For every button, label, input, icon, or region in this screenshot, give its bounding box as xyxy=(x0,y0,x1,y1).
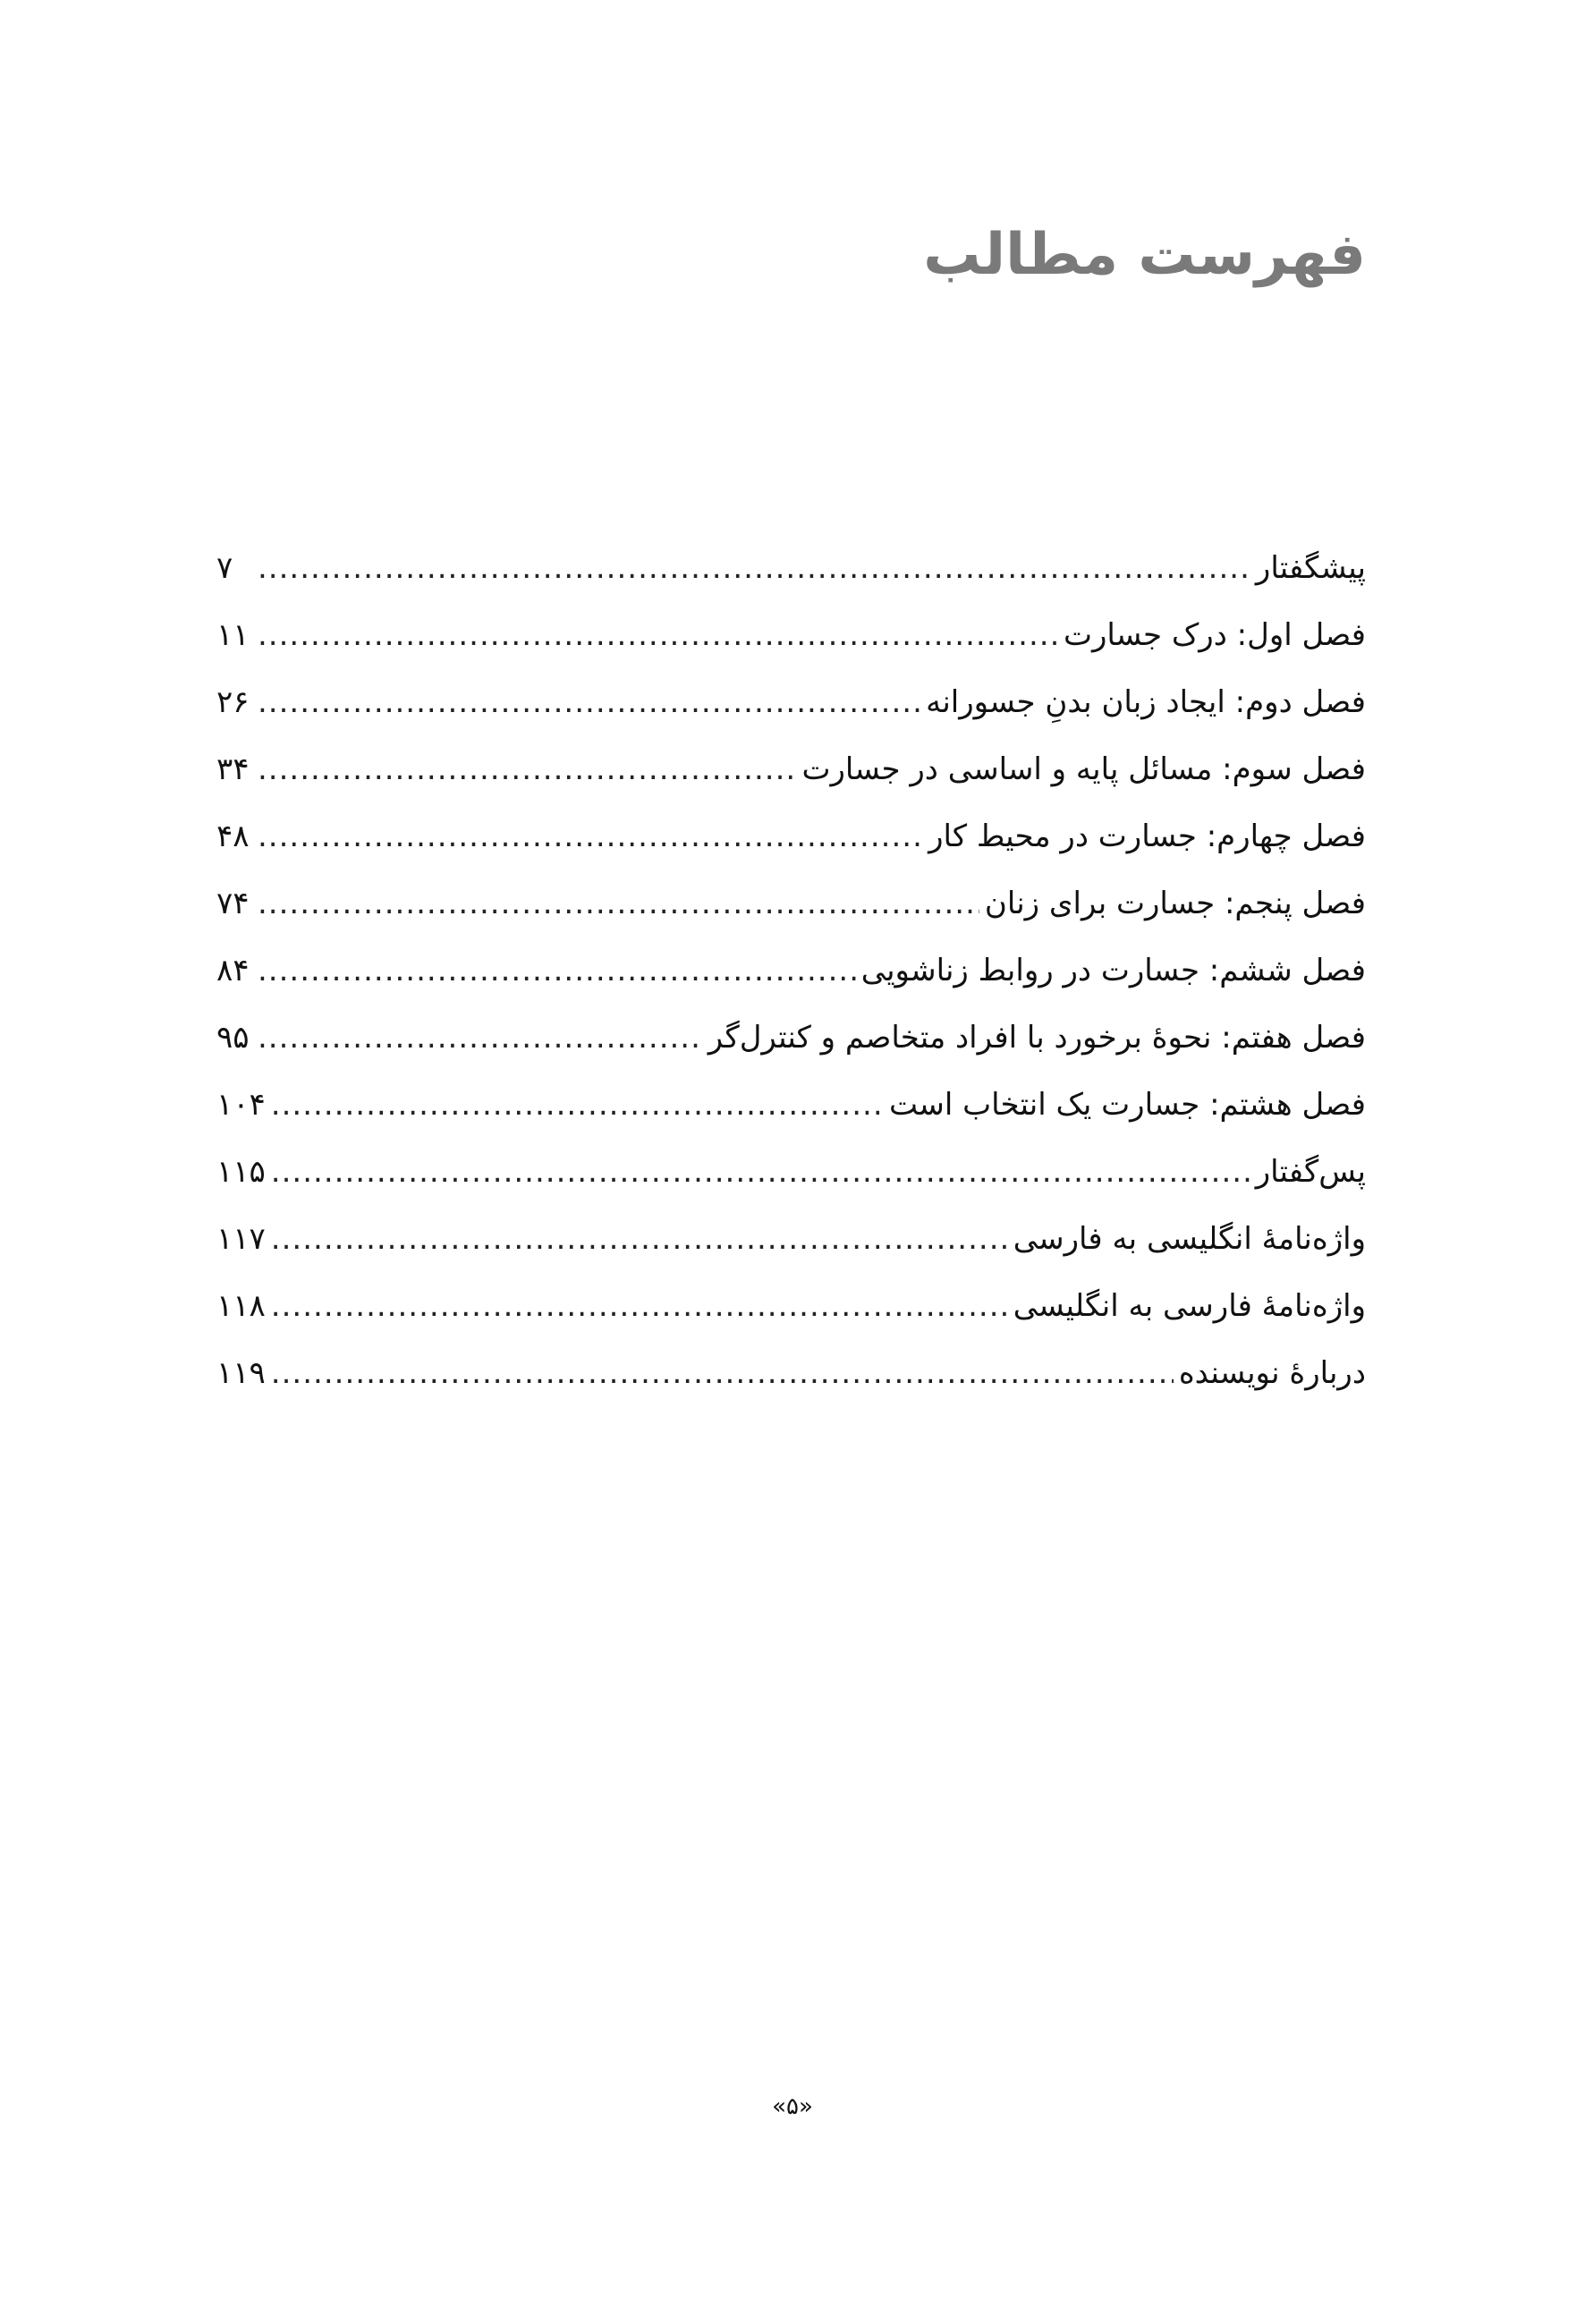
toc-entry-chapter-5[interactable] xyxy=(216,870,1366,937)
dot-leader xyxy=(258,803,923,870)
dot-leader xyxy=(258,937,856,1005)
page-title: فهرست مطالب xyxy=(923,222,1366,288)
toc-entry-page: ۷۴ xyxy=(216,886,250,921)
toc-entry-chapter-3[interactable] xyxy=(216,736,1366,803)
toc-entry-chapter-6[interactable] xyxy=(216,937,1366,1005)
toc-entry-page: ۱۱۸ xyxy=(216,1288,266,1324)
toc-entry-chapter-7[interactable] xyxy=(216,1005,1366,1072)
toc-entry-page: ۱۱۹ xyxy=(216,1355,266,1391)
toc-entry-page: ۱۰۴ xyxy=(216,1087,266,1123)
toc-entry-page: ۳۴ xyxy=(216,751,250,787)
toc-entry-label: پیشگفتار xyxy=(1255,550,1366,586)
toc-entry-chapter-8[interactable] xyxy=(216,1072,1366,1139)
toc-entry-page: ۴۸ xyxy=(216,818,250,854)
toc-entry-label: فصل اول: درک جسارت xyxy=(1063,617,1366,653)
toc-entry-afterword[interactable] xyxy=(216,1139,1366,1206)
toc-entry-chapter-1[interactable] xyxy=(216,602,1366,669)
dot-leader xyxy=(271,1340,1174,1407)
toc-entry-label: فصل پنجم: جسارت برای زنان xyxy=(984,886,1366,921)
toc-entry-label: فصل هشتم: جسارت یک انتخاب است xyxy=(889,1087,1366,1123)
toc-entry-label: دربارهٔ نویسنده xyxy=(1178,1355,1366,1391)
dot-leader xyxy=(258,535,1250,602)
dot-leader xyxy=(258,736,796,803)
dot-leader xyxy=(271,1273,1008,1340)
toc-entry-label: واژه‌نامهٔ انگلیسی به فارسی xyxy=(1013,1221,1366,1257)
dot-leader xyxy=(271,1139,1250,1206)
toc-entry-page: ۷ xyxy=(216,550,233,586)
toc-entry-chapter-2[interactable] xyxy=(216,669,1366,736)
toc-entry-about-author[interactable] xyxy=(216,1340,1366,1407)
toc-entry-glossary-fa-en[interactable] xyxy=(216,1273,1366,1340)
dot-leader xyxy=(258,669,920,736)
dot-leader xyxy=(258,870,979,937)
toc-entry-preface[interactable] xyxy=(216,535,1366,602)
toc-entry-label: پس‌گفتار xyxy=(1255,1154,1366,1190)
dot-leader xyxy=(271,1206,1008,1273)
toc-entry-page: ۱۱۷ xyxy=(216,1221,266,1257)
toc-entry-chapter-4[interactable] xyxy=(216,803,1366,870)
toc-entry-page: ۱۱۵ xyxy=(216,1154,266,1190)
toc-entry-glossary-en-fa[interactable] xyxy=(216,1206,1366,1273)
page-number: «۵» xyxy=(772,2093,813,2120)
toc-entry-label: فصل دوم: ایجاد زبان بدنِ جسورانه xyxy=(926,684,1366,720)
dot-leader xyxy=(258,1005,703,1072)
toc-entry-label: فصل ششم: جسارت در روابط زناشویی xyxy=(860,953,1366,988)
toc-entry-page: ۸۴ xyxy=(216,953,250,988)
dot-leader xyxy=(271,1072,884,1139)
table-of-contents xyxy=(216,535,1366,1407)
toc-entry-label: فصل سوم: مسائل پایه و اساسی در جسارت xyxy=(801,751,1366,787)
toc-entry-label: فصل چهارم: جسارت در محیط کار xyxy=(928,818,1366,854)
toc-entry-page: ۲۶ xyxy=(216,684,250,720)
toc-entry-label: فصل هفتم: نحوهٔ برخورد با افراد متخاصم و کنترل‌گر xyxy=(708,1020,1366,1056)
toc-entry-page: ۹۵ xyxy=(216,1020,250,1056)
toc-entry-page: ۱۱ xyxy=(216,617,250,653)
dot-leader xyxy=(258,602,1058,669)
toc-entry-label: واژه‌نامهٔ فارسی به انگلیسی xyxy=(1013,1288,1366,1324)
